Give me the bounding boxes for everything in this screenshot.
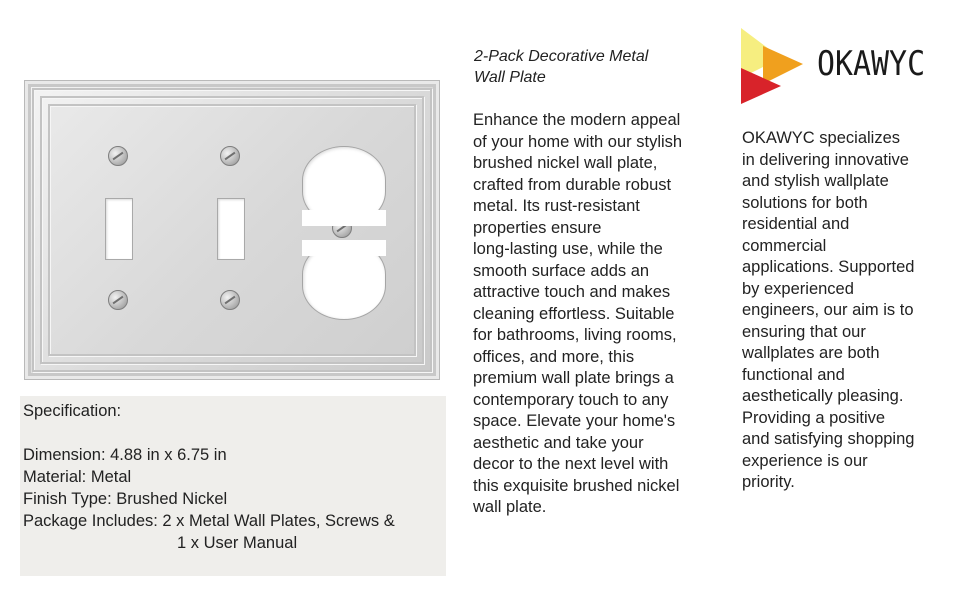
specification-box	[20, 396, 446, 576]
spec-dimension: Dimension: 4.88 in x 6.75 in	[23, 446, 227, 464]
screw-icon	[220, 290, 240, 310]
brand-name: OKAWYC	[817, 44, 926, 84]
outlet-opening-bottom	[302, 240, 386, 320]
product-title: 2-Pack Decorative Metal Wall Plate	[474, 48, 649, 86]
spec-heading: Specification:	[23, 402, 122, 420]
screw-icon	[108, 290, 128, 310]
brand-about: OKAWYC specializes in delivering innovative and stylish wallplate solutions for both residential and commercial applications. Supported by experienced engineers, our aim is to ensuring that our wallplates are both functional and aesthetically pleasing. Providing a positive and satisfying shopping experience is our priority.	[742, 129, 915, 491]
toggle-opening-right	[217, 198, 245, 260]
outlet-opening-top	[302, 146, 386, 226]
screw-icon	[108, 146, 128, 166]
wall-plate-image	[24, 80, 440, 380]
spec-finish: Finish Type: Brushed Nickel	[23, 490, 228, 508]
brand-logo	[741, 28, 941, 108]
spec-package-cont: 1 x User Manual	[177, 534, 298, 552]
screw-icon	[220, 146, 240, 166]
spec-material: Material: Metal	[23, 468, 132, 486]
brand-logo-icon	[741, 28, 805, 106]
toggle-opening-left	[105, 198, 133, 260]
product-description: Enhance the modern appeal of your home with our stylish brushed nickel wall plate, crafted from durable robust metal. Its rust-resistant properties ensure long-lasting use, while the smooth surface adds an attractive touch and makes cleaning effortless. Suitable for bathrooms, living rooms, offices, and more, this premium wall plate brings a contemporary touch to any space. Elevate your home's aesthetic and take your decor to the next level with this exquisite brushed nickel wall plate.	[473, 111, 683, 516]
spec-package: Package Includes: 2 x Metal Wall Plates, Screws &	[23, 512, 395, 530]
